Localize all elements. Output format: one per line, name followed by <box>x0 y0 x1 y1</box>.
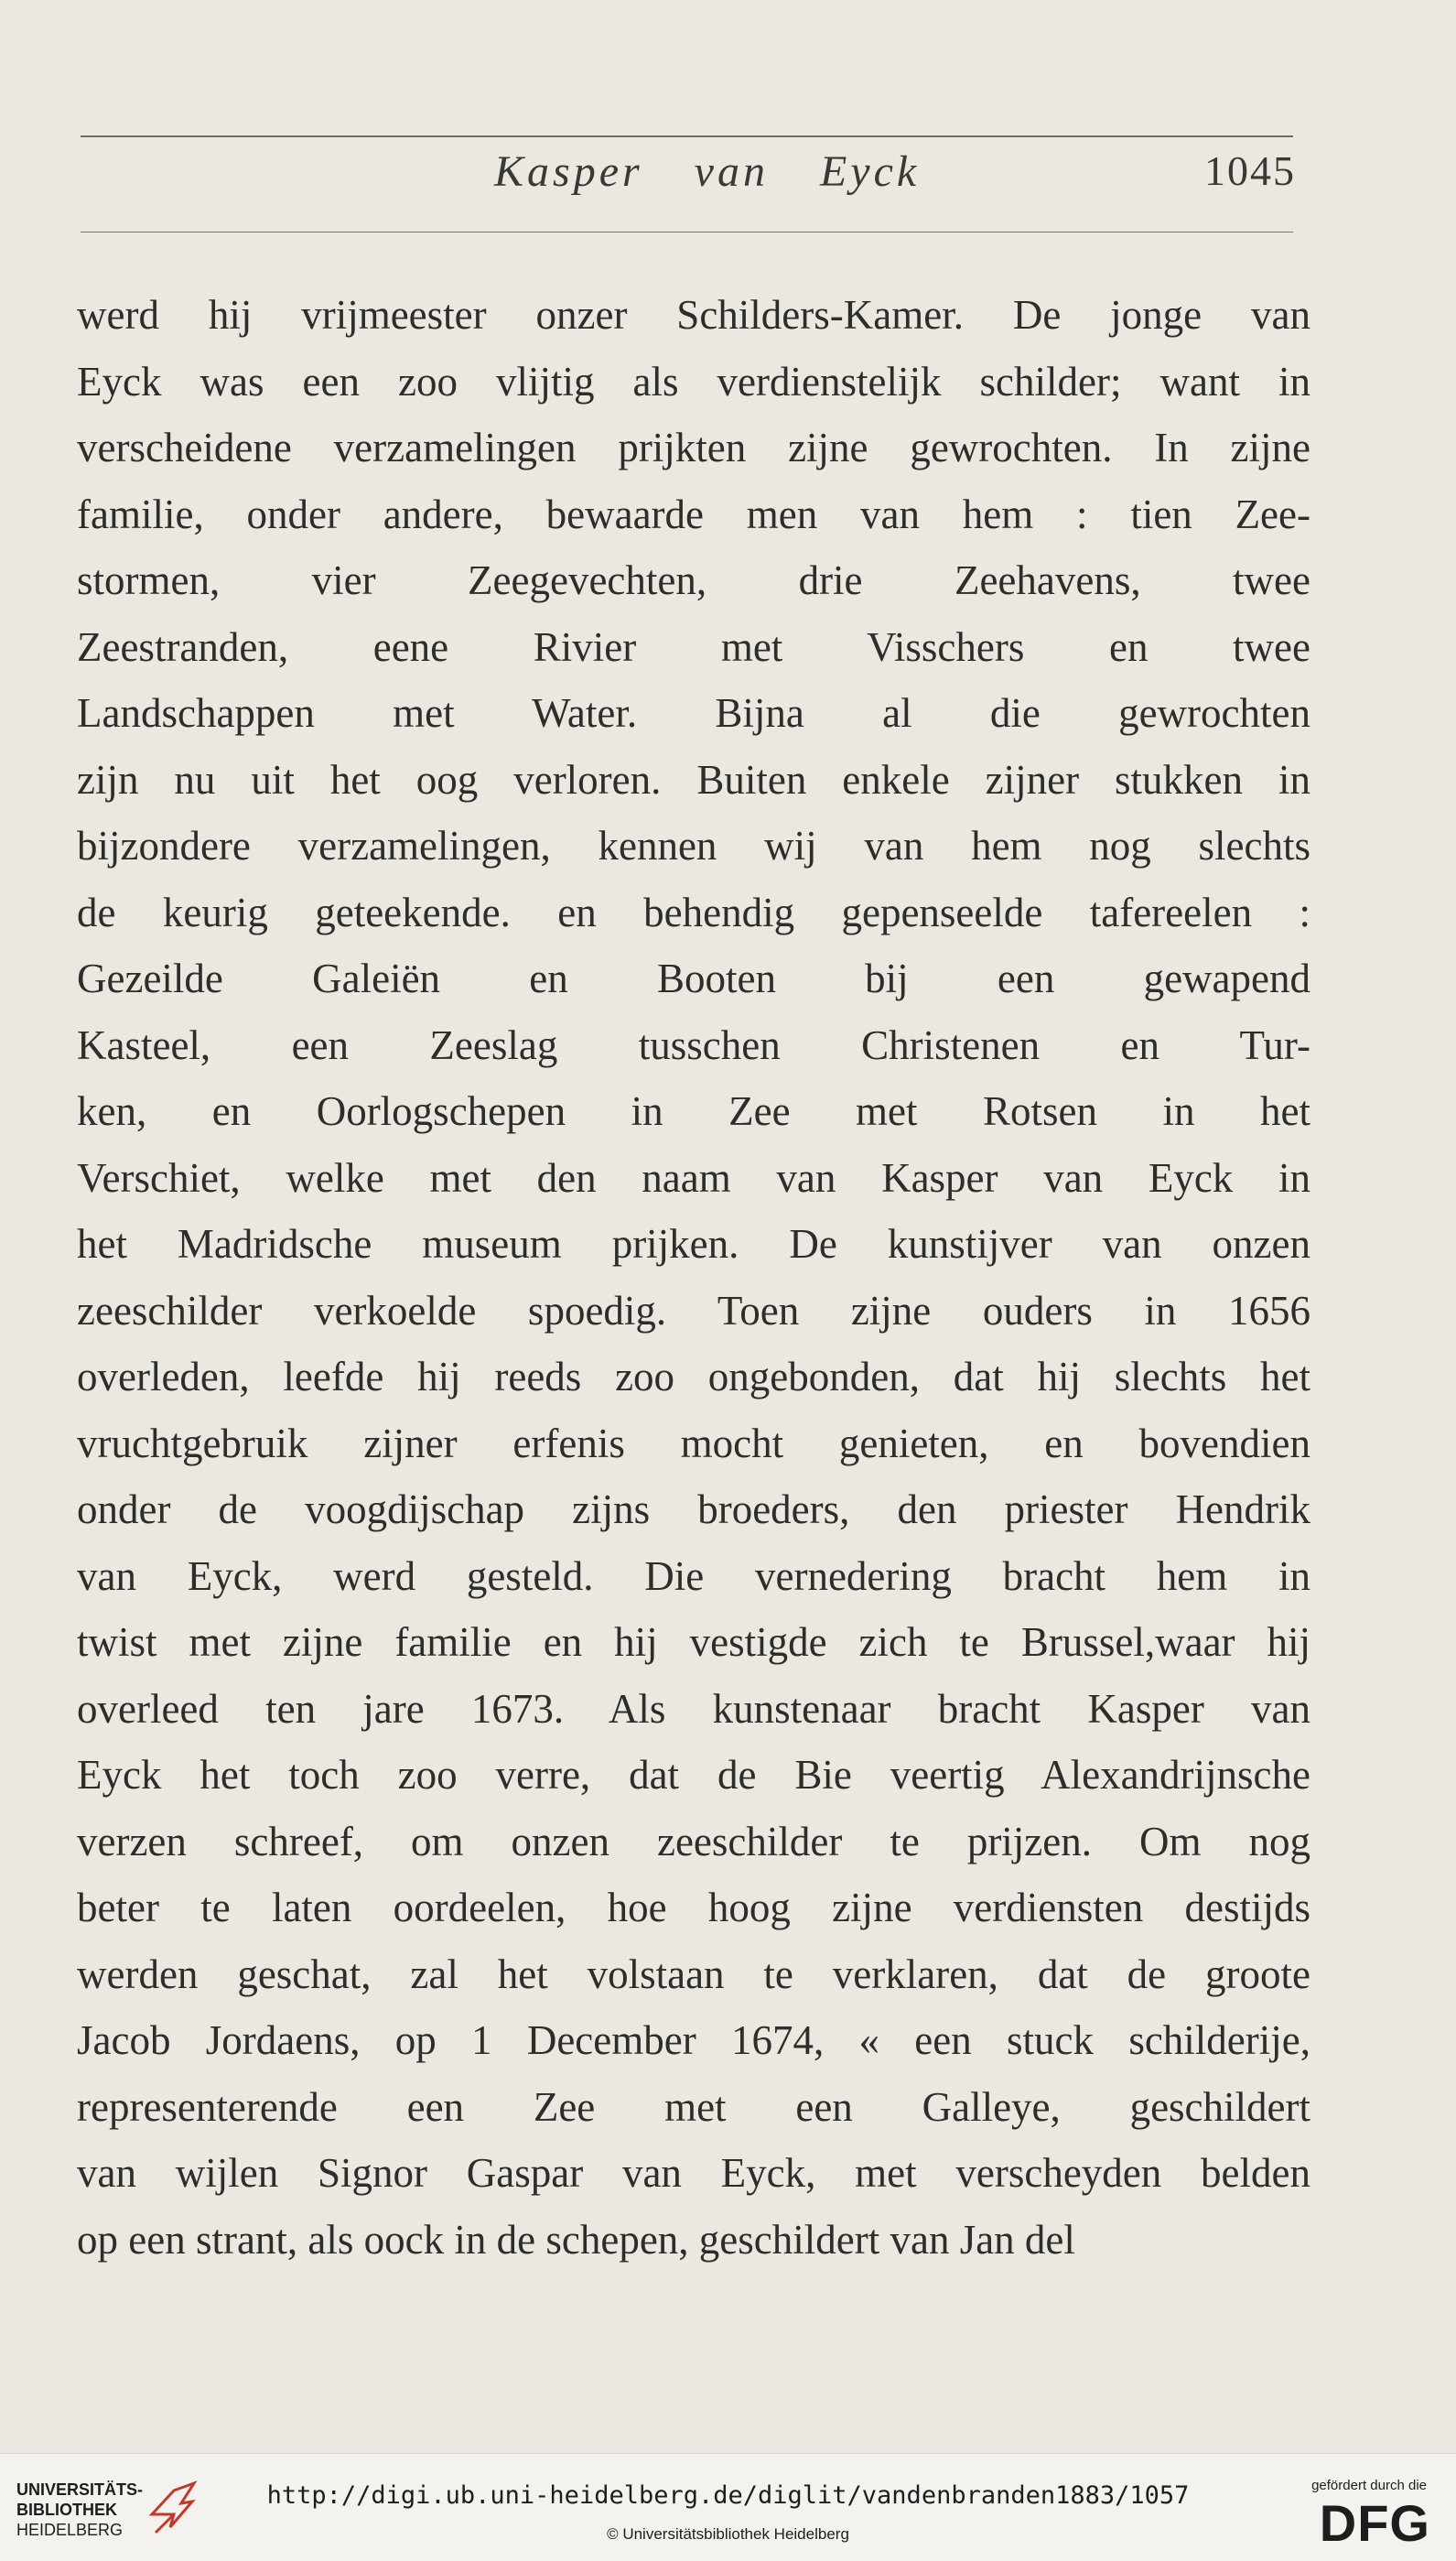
dfg-logo[interactable]: DFG <box>1319 2494 1430 2552</box>
text-line: familie, onder andere, bewaarde men van hem : tien Zee- <box>77 491 1310 537</box>
header-rule-top <box>81 135 1293 137</box>
text-line: stormen, vier Zeegevechten, drie Zeehavens, twee <box>77 557 1310 603</box>
library-name-line: UNIVERSITÄTS- <box>16 2480 144 2499</box>
text-line: ken, en Oorlogschepen in Zee met Rotsen in het <box>77 1088 1310 1134</box>
text-line: Gezeilde Galeiën en Booten bij een gewapend <box>77 956 1310 1001</box>
library-name-line: BIBLIOTHEK <box>16 2501 117 2519</box>
page-number: 1045 <box>1204 147 1296 194</box>
text-line: Zeestranden, eene Rivier met Visschers en twee <box>77 623 1310 670</box>
text-line: werd hij vrijmeester onzer Schilders-Kamer. De jonge van <box>77 292 1310 338</box>
text-line: beter te laten oordeelen, hoe hoog zijne verdiensten destijds <box>77 1885 1310 1930</box>
copyright-notice: © Universitätsbibliothek Heidelberg <box>607 2525 849 2543</box>
text-line: Landschappen met Water. Bijna al die gewrochten <box>77 690 1310 736</box>
text-line: representerende een Zee met een Galleye, geschildert <box>77 2083 1310 2130</box>
text-line: Eyck was een zoo vlijtig als verdienstelijk schilder; want in <box>77 358 1310 405</box>
running-title: Kasper van Eyck <box>494 147 921 196</box>
text-line: zeeschilder verkoelde spoedig. Toen zijne ouders in 1656 <box>77 1287 1310 1334</box>
text-line: Jacob Jordaens, op 1 December 1674, « een stuck schilderije, <box>77 2017 1310 2063</box>
text-line: verzen schreef, om onzen zeeschilder te prijzen. Om nog <box>77 1818 1310 1864</box>
body-text <box>77 282 1310 2273</box>
text-line: Eyck het toch zoo verre, dat de Bie veertig Alexandrijnsche <box>77 1752 1310 1798</box>
text-line: bijzondere verzamelingen, kennen wij van hem nog slechts <box>77 823 1310 869</box>
text-line: verscheidene verzamelingen prijkten zijne gewrochten. In zijne <box>77 425 1310 470</box>
footer-bar <box>0 2453 1456 2561</box>
text-line: op een strant, als oock in de schepen, geschildert van Jan del <box>77 2216 1075 2263</box>
text-line: vruchtgebruik zijner erfenis mocht genieten, en bovendien <box>77 1420 1310 1466</box>
text-line: onder de voogdijschap zijns broeders, den priester Hendrik <box>77 1486 1310 1532</box>
funding-caption: gefördert durch die <box>1311 2478 1427 2493</box>
text-line: overleden, leefde hij reeds zoo ongebonden, dat hij slechts het <box>77 1354 1310 1399</box>
text-line: Verschiet, welke met den naam van Kasper van Eyck in <box>77 1154 1310 1201</box>
text-line: overleed ten jare 1673. Als kunstenaar bracht Kasper van <box>77 1685 1310 1732</box>
text-line: twist met zijne familie en hij vestigde zich te Brussel,waar hij <box>77 1619 1310 1665</box>
library-name-line: HEIDELBERG <box>16 2521 124 2539</box>
permalink-url[interactable]: http://digi.ub.uni-heidelberg.de/diglit/vandenbranden1883/1057 <box>266 2481 1190 2510</box>
text-line: het Madridsche museum prijken. De kunstijver van onzen <box>77 1221 1310 1267</box>
text-line: werden geschat, zal het volstaan te verklaren, dat de groote <box>77 1950 1310 1997</box>
text-line: de keurig geteekende. en behendig gepenseelde tafereelen : <box>77 889 1310 935</box>
text-line: Kasteel, een Zeeslag tusschen Christenen en Tur- <box>77 1021 1310 1068</box>
text-line: zijn nu uit het oog verloren. Buiten enkele zijner stukken in <box>77 756 1310 803</box>
text-line: van wijlen Signor Gaspar van Eyck, met verscheyden belden <box>77 2150 1310 2196</box>
text-line: van Eyck, werd gesteld. Die vernedering bracht hem in <box>77 1552 1310 1599</box>
